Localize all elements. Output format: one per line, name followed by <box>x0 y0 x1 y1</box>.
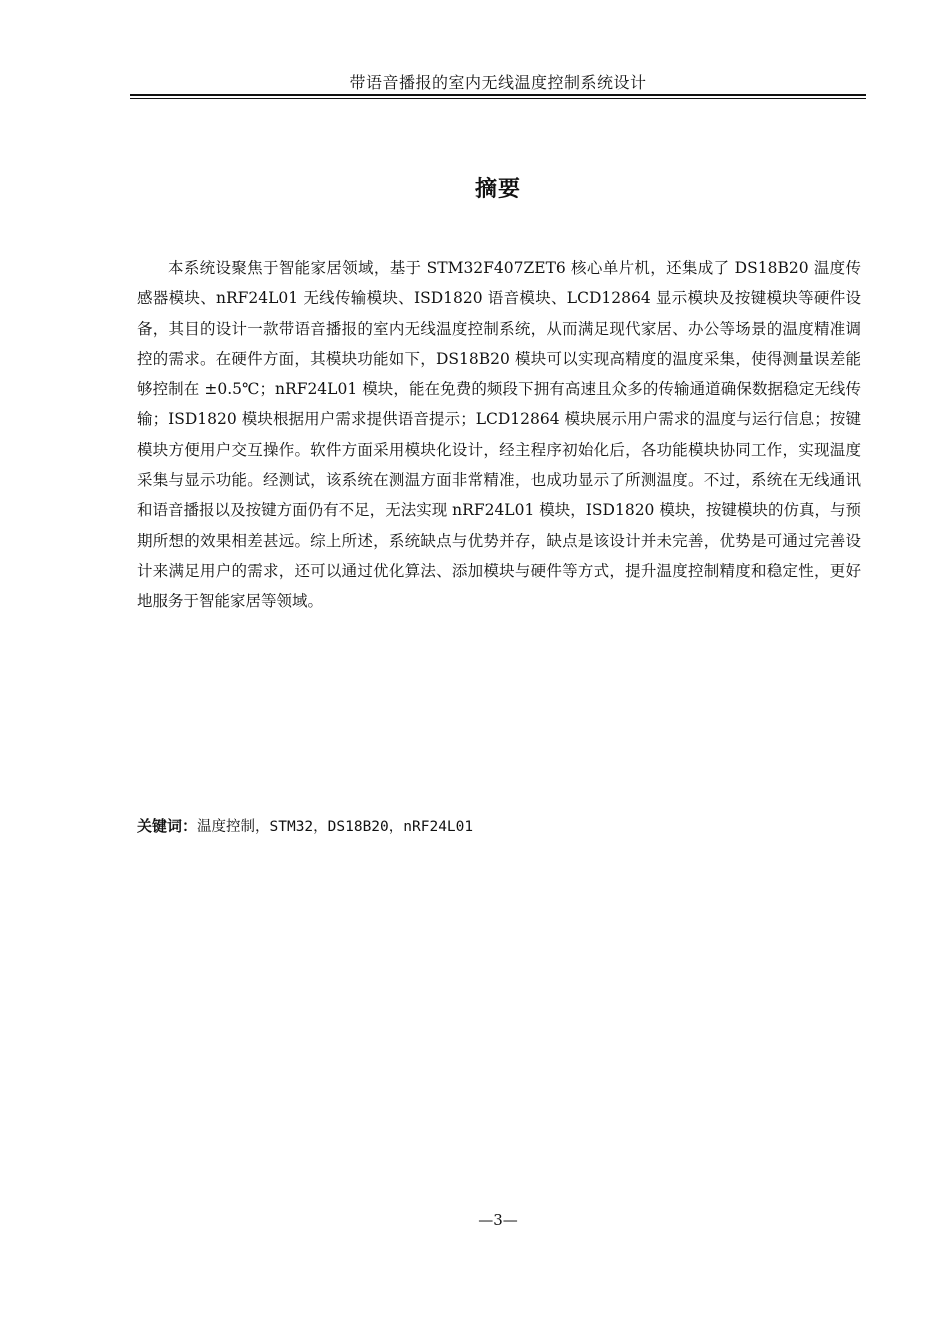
page-number: —3— <box>478 1211 518 1229</box>
running-header-title: 带语音播报的室内无线温度控制系统设计 <box>349 73 647 92</box>
keywords-values: 温度控制，STM32，DS18B20，nRF24L01 <box>197 819 474 835</box>
keywords-line <box>137 813 861 840</box>
abstract-heading: 摘要 <box>474 177 521 202</box>
abstract-paragraph: 本系统设聚焦于智能家居领域，基于 STM32F407ZET6 核心单片机，还集成了 DS18B20 温度传感器模块、nRF24L01 无线传输模块、ISD1820 语音模块、LCD12864 显示模块及按键模块等硬件设备，其目的设计一款带语音播报的室内无线温度控制系统，从而满足现代家居、办公等场景的温度精准调控的需求。在硬件方面，其模块功能如下，DS18B20 模块可以实现高精度的温度采集，使得测量误差能够控制在 ±0.5℃；nRF24L01 模块，能在免费的频段下拥有高速且众多的传输通道确保数据稳定无线传输；ISD1820 模块根据用户需求提供语音提示；LCD12864 模块展示用户需求的温度与运行信息；按键模块方便用户交互操作。软件方面采用模块化设计，经主程序初始化后，各功能模块协同工作，实现温度采集与显示功能。经测试，该系统在测温方面非常精准，也成功显示了所测温度。不过，系统在无线通讯和语音播报以及按键方面仍有不足，无法实现 nRF24L01 模块，ISD1820 模块，按键模块的仿真，与预期所想的效果相差甚远。综上所述，系统缺点与优势并存，缺点是该设计并未完善，优势是可通过完善设计来满足用户的需求，还可以通过优化算法、添加模块与硬件等方式，提升温度控制精度和稳定性，更好地服务于智能家居等领域。 <box>137 259 861 611</box>
header-rule-thick <box>130 94 866 96</box>
header-rule-thin <box>130 98 866 99</box>
keywords-label: 关键词： <box>137 817 198 835</box>
